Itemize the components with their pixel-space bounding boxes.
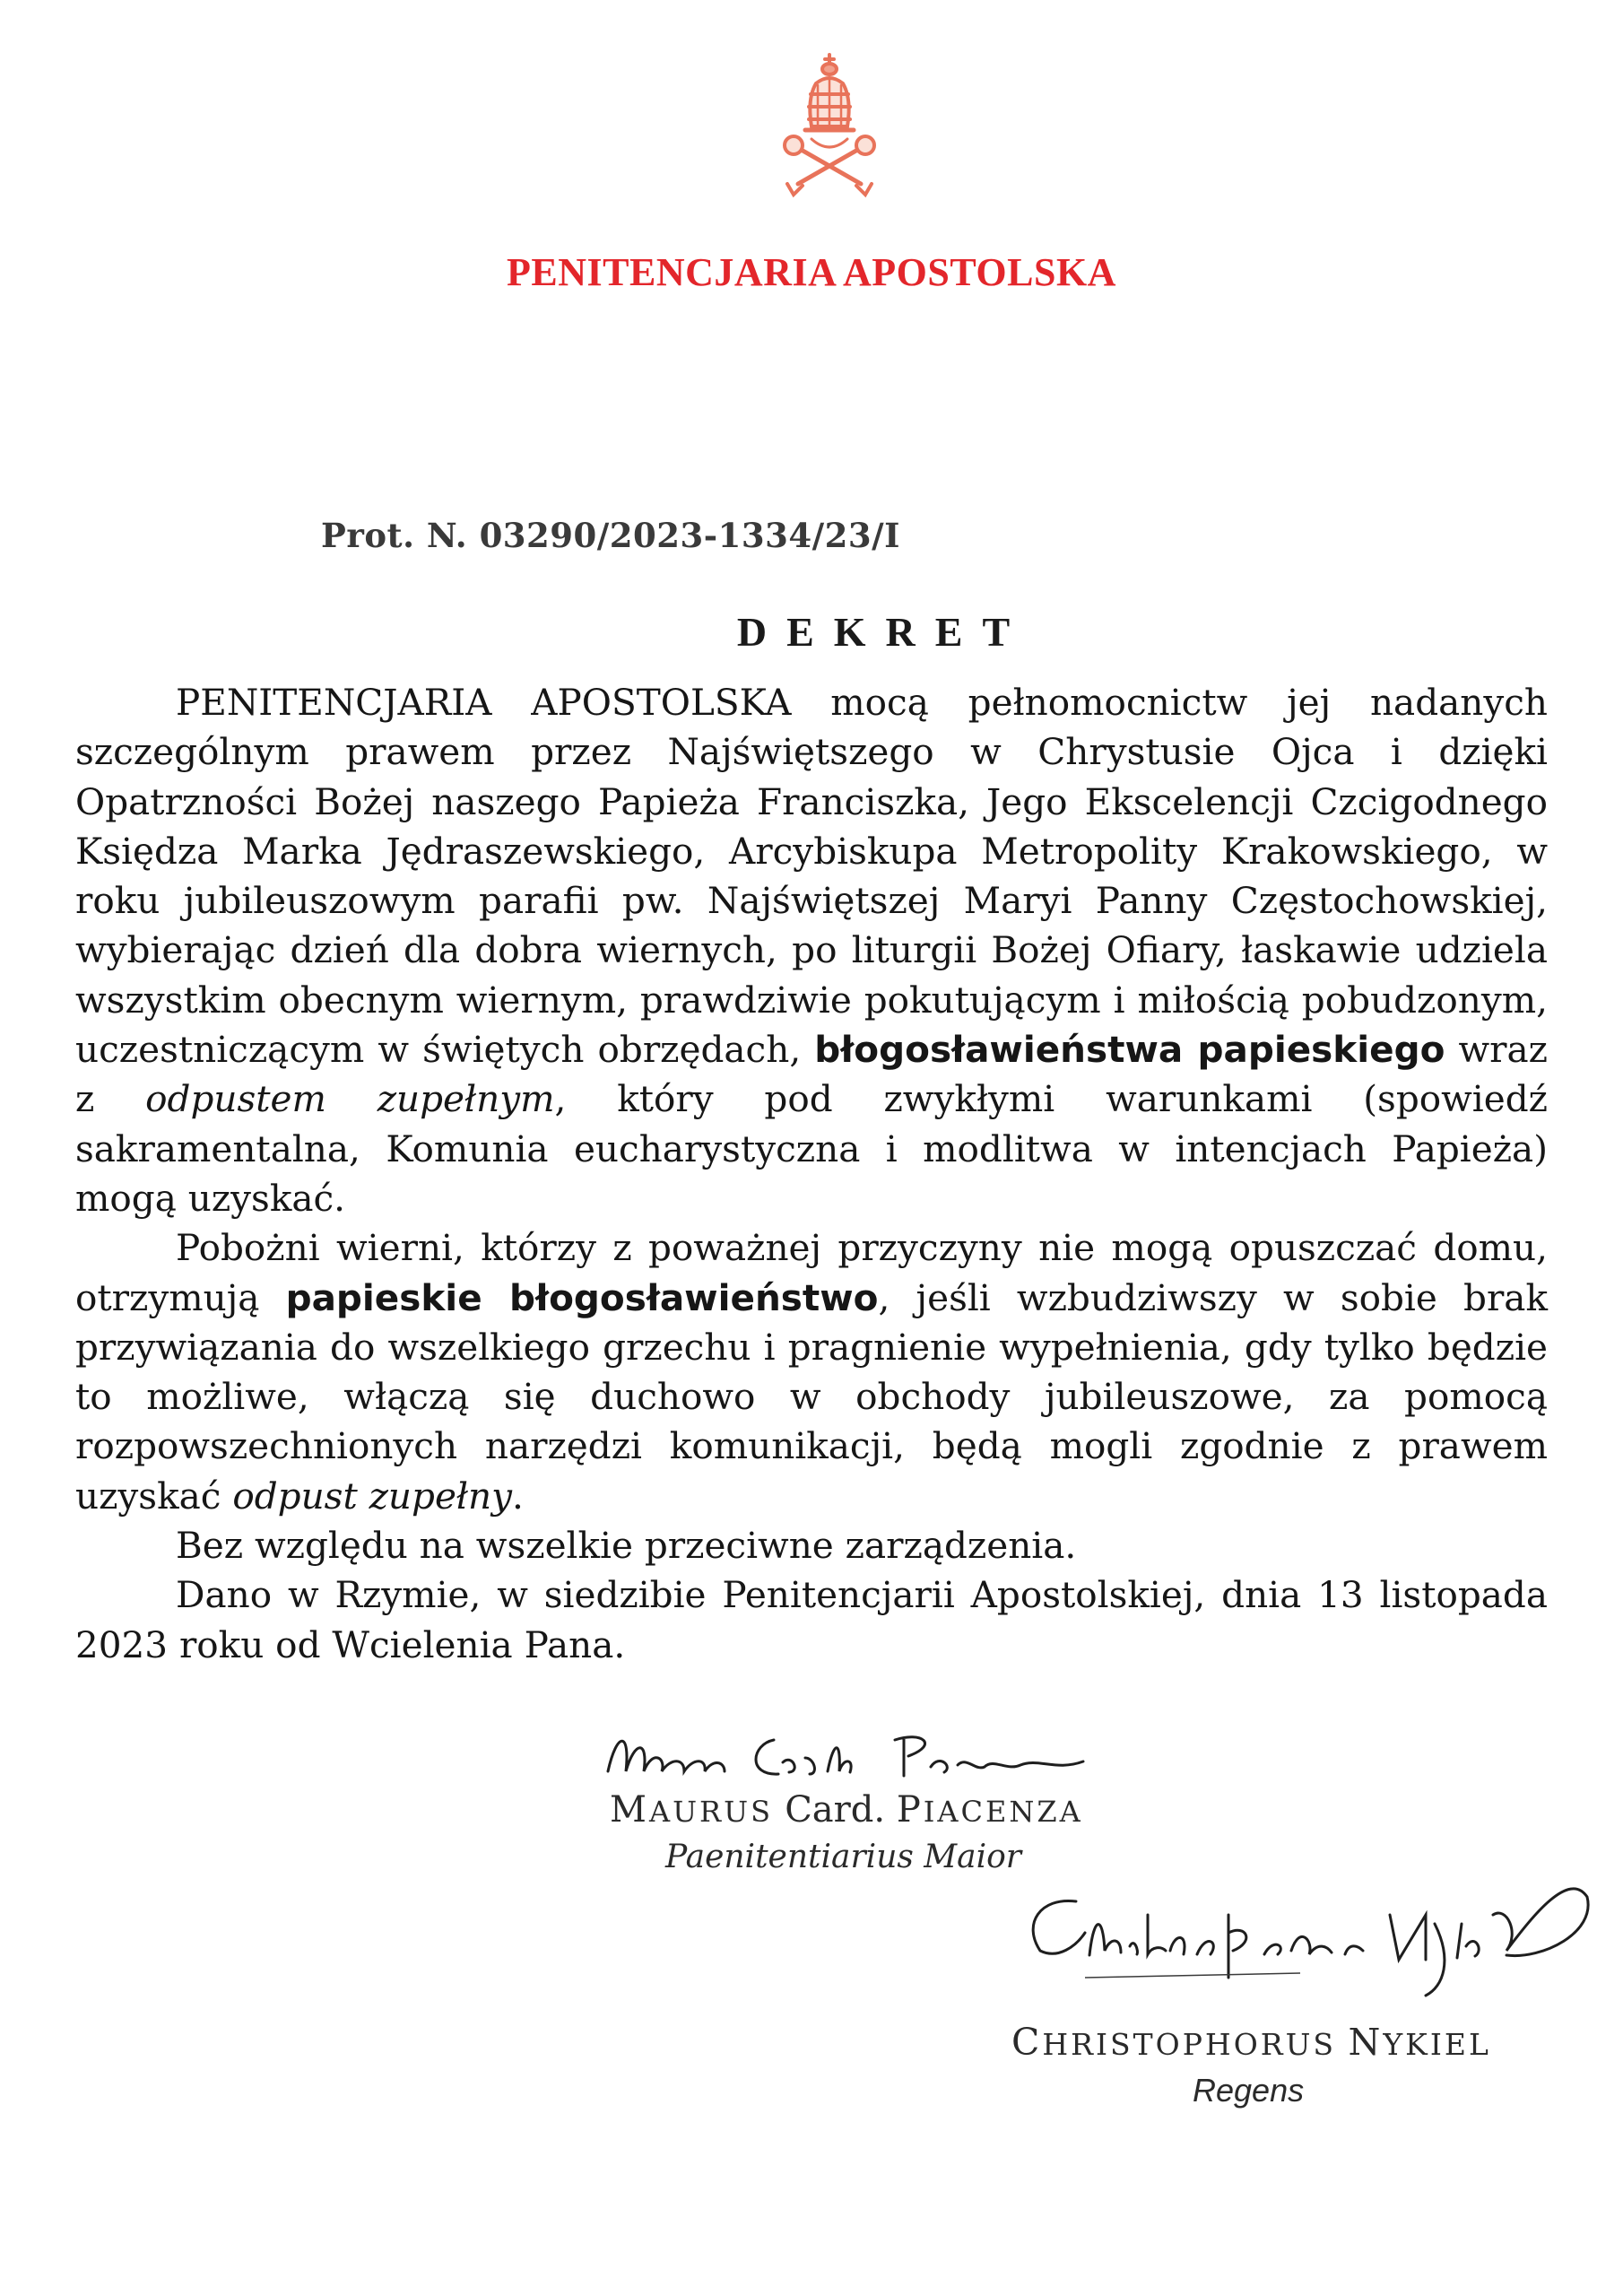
signature-piacenza bbox=[599, 1722, 1101, 1794]
p2-text-c: . bbox=[512, 1474, 524, 1518]
p1-text-a: PENITENCJARIA APOSTOLSKA mocą pełnomocnictw jej nadanych szczególnym prawem przez Najświętszego w Chrystusie Ojca i dzięki Opatrzności Bożej naszego Papieża Franciszka, Jego Ekscelencji Czcigodnego Księdza Marka Jędraszewskiego, Arcybiskupa Metropolity Krakowskiego, w roku jubileuszowym parafii pw. Najświętszej Maryi Panny Częstochowskiej, wybierając dzień dla dobra wiernych, po liturgii Bożej Ofiary, łaskawie udziela wszystkim obecnym wiernym, prawdziwie pokutującym i miłością pobudzonym, uczestniczącym w świętych obrzędach, bbox=[75, 681, 1548, 1072]
p2-bold-blessing: papieskie błogosławieństwo bbox=[285, 1275, 879, 1319]
sig2-rest-1: HRISTOPHORUS bbox=[1042, 2027, 1349, 2062]
signatory-1-role: Paenitentiarius Maior bbox=[665, 1839, 1022, 1875]
paragraph-1 bbox=[75, 678, 1548, 1223]
p2-text-a: Pobożni wierni, którzy z poważnej przyczyny nie mogą opuszczać domu, otrzymują bbox=[75, 1226, 1548, 1319]
sig2-initial-2: N bbox=[1348, 2021, 1384, 2064]
sig1-middle: Card. bbox=[785, 1789, 897, 1831]
sig2-initial-1: C bbox=[1011, 2021, 1043, 2064]
decree-body bbox=[75, 678, 1548, 1670]
p2-text-b: , jeśli wzbudziwszy w sobie brak przywiązania do wszelkiego grzechu i pragnienie wypełnienia, gdy tylko będzie to możliwe, włączą się duchowo w obchody jubileuszowe, za pomocą rozpowszechnionych narzędzi komunikacji, będą mogli zgodnie z prawem uzyskać bbox=[75, 1275, 1548, 1518]
sig1-initial-2: P bbox=[896, 1789, 924, 1831]
paragraph-3: Bez względu na wszelkie przeciwne zarządzenia. bbox=[176, 1524, 1077, 1568]
p1-italic-indulgence: odpustem zupełnym bbox=[145, 1077, 555, 1121]
protocol-number: Prot. N. 03290/2023-1334/23/I bbox=[321, 516, 900, 555]
signatory-1-name bbox=[610, 1789, 1083, 1831]
signature-nykiel bbox=[1004, 1861, 1596, 2005]
issuer-heading: PENITENCJARIA APOSTOLSKA bbox=[507, 250, 1116, 294]
papal-emblem-icon bbox=[771, 49, 888, 202]
signatory-2-role: Regens bbox=[1193, 2072, 1305, 2109]
paragraph-2 bbox=[75, 1223, 1548, 1521]
sig1-rest-2: IACENZA bbox=[923, 1795, 1083, 1829]
paragraph-4: Dano w Rzymie, w siedzibie Penitencjarii Apostolskiej, dnia 13 listopada 2023 roku od Wcielenia Pana. bbox=[75, 1573, 1548, 1666]
sig1-initial-1: M bbox=[610, 1789, 649, 1831]
document-title: DEKRET bbox=[736, 609, 1030, 655]
signatory-2-name bbox=[1011, 2021, 1491, 2064]
p1-text-c: , który pod zwykłymi warunkami (spowiedź sakramentalna, Komunia eucharystyczna i modlitwa w intencjach Papieża) mogą uzyskać. bbox=[75, 1077, 1548, 1220]
p1-text-b: wraz z bbox=[75, 1028, 1548, 1121]
p1-bold-blessing: błogosławieństwa papieskiego bbox=[814, 1028, 1445, 1072]
p2-italic-indulgence: odpust zupełny bbox=[232, 1474, 513, 1518]
sig1-rest-1: AURUS bbox=[648, 1795, 785, 1829]
sig2-rest-2: YKIEL bbox=[1383, 2027, 1491, 2062]
